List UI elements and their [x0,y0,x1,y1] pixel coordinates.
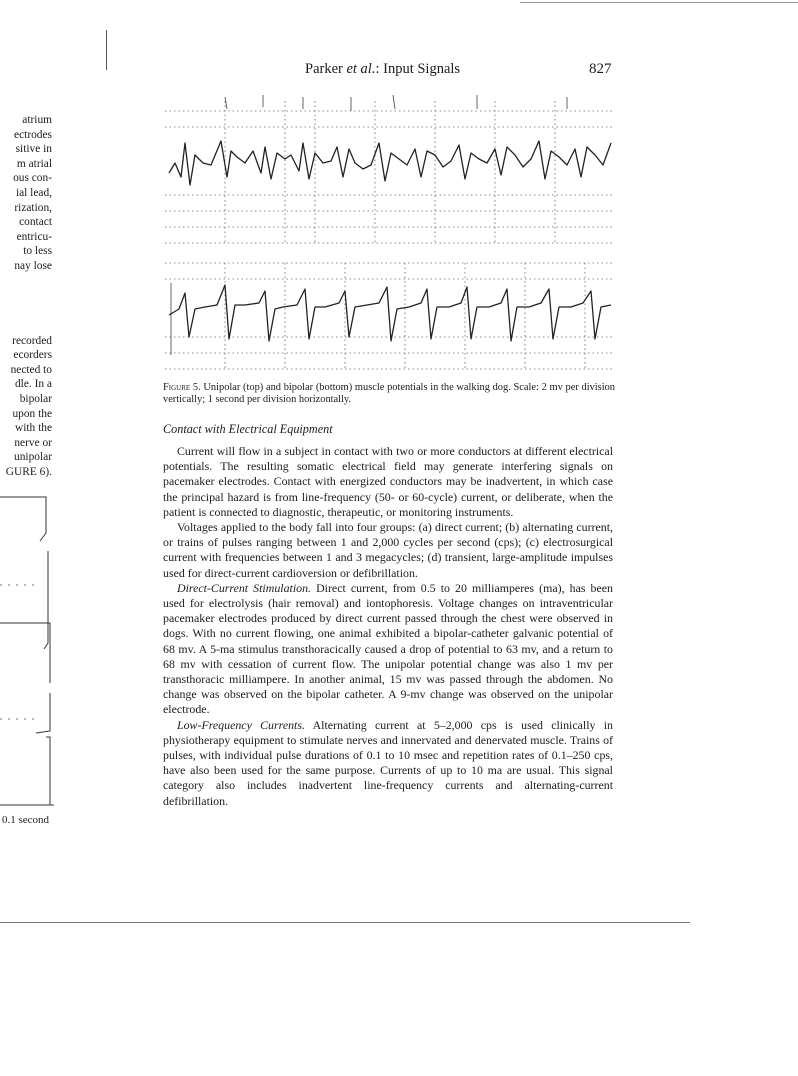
left-text-line: ial lead, [15,186,52,199]
left-figure-fragment [0,493,56,811]
paragraph-text: Direct current, from 0.5 to 20 milliamperes (ma), has been used for electrolysis (hair removal) and iontophoresis. Voltage changes on intraventricular pacemaker electrodes produced by direct current passed through the chest were observed in dogs. With no current flowing, one animal exhibited a bipolar-catheter galvanic potential of 68 mv. A 5-ma stimulus transthoracically caused a drop of potential to 63 mv, and a return to 68 mv with cessation of current flow. The unipolar potential change was also 1 mv per transthoracic milliampere. In another animal, 15 mv was passed through the abdomen. No change was observed on the bipolar catheter. A 9-mv change was observed on the unipolar electrode. [163,580,613,717]
figure-caption [163,382,615,406]
left-text-line: bipolar [19,392,52,405]
left-text-line: nerve or [14,436,52,449]
left-text-line: contact [19,216,52,229]
page-number: 827 [589,61,612,77]
left-text-line: ecorders [13,349,52,362]
left-text-line: sitive in [15,143,52,156]
paragraph [163,718,613,809]
left-text-line: ectrodes [14,128,52,141]
bottom-edge-rule [0,922,690,923]
left-text-line: with the [14,422,52,435]
left-text-line: GURE 6). [5,465,52,478]
left-text-line: dle. In a [14,378,52,391]
body-text [163,444,613,809]
left-text-line: m atrial [16,157,52,170]
chart-grid [165,101,613,371]
emg-trace-figure [165,93,615,378]
subheading: Low-Frequency Currents. [177,717,305,732]
left-text-line: nected to [10,363,52,376]
left-text-line: nay lose [14,259,52,272]
top-edge-rule [520,2,798,3]
left-text-line: entricu- [16,230,52,243]
figure-caption-text: Unipolar (top) and bipolar (bottom) muscle potentials in the walking dog. Scale: 2 mv per division vertically; 1 second per division horizontally. [163,382,616,405]
paragraph-text: Alternating current at 5–2,000 cps is used clinically in physiotherapy equipment to stimulate nerves and innervated and denervated muscle. Trains of pulses, with individual pulse durations of 0.1 to 10 msec and repetition rates of 0.1–250 cps, have also been used for the same purpose. Currents of up to 10 ma are usual. This signal category also includes inadvertent line-frequency currents and alternating-current defibrillation. [163,717,613,808]
paragraph: Voltages applied to the body fall into four groups: (a) direct current; (b) alternating current, or trains of pulses ranging between 1 and 2,000 cycles per second (cps); (c) electrosurgical current with frequencies between 1 and 3 megacycles; (d) transient, large-amplitude impulses used for direct-current cardioversion or defibrillation. [163,520,613,580]
unipolar-trace [169,141,611,185]
left-text-line: upon the [12,407,52,420]
running-head-etal: et al. [346,61,376,77]
left-text-line: recorded [12,334,52,347]
bipolar-trace [169,285,611,341]
left-text-line: rization, [14,201,52,214]
running-head-authors: Parker [305,61,343,77]
running-head [305,61,460,78]
left-text-line: atrium [22,114,52,126]
subheading: Direct-Current Stimulation. [177,580,311,595]
left-text-line: unipolar [14,451,52,464]
gutter-rule [106,30,107,70]
left-text-line: ous con- [13,172,52,185]
left-column-fragment [0,113,52,479]
figure-caption-label: Figure 5. [163,382,201,393]
left-text-line: to less [23,245,52,258]
left-figure-caption: 0.1 second [2,814,50,826]
section-heading: Contact with Electrical Equipment [163,422,333,436]
running-head-title: : Input Signals [375,61,461,77]
paragraph: Current will flow in a subject in contact with two or more conductors at different electrical potentials. The resulting somatic electrical field may generate interfering signals on pacemaker electrodes. Contact with energized conductors may be inadvertent, in which case the principal hazard is from line-frequency (50- or 60-cycle) current, or deliberate, when the patient is connected to diagnostic, therapeutic, or monitoring instruments. [163,444,613,519]
paragraph [163,581,613,718]
